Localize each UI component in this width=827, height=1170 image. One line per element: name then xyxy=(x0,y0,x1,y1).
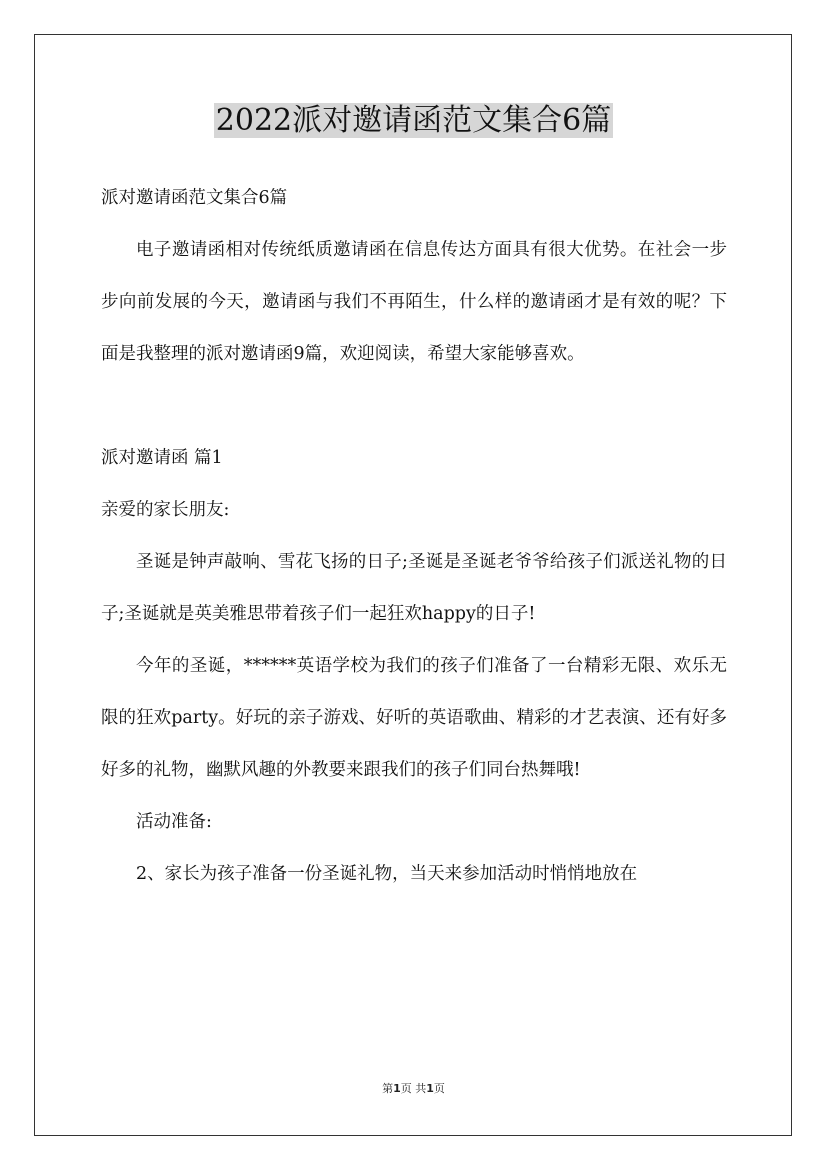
footer-total-pages: 1 xyxy=(426,1082,434,1095)
footer-suffix: 页 xyxy=(433,1082,445,1095)
paragraph: 派对邀请函 篇1 xyxy=(101,448,223,468)
paragraph: 2、家长为孩子准备一份圣诞礼物，当天来参加活动时悄悄地放在 xyxy=(136,864,638,884)
page-footer xyxy=(0,1080,827,1096)
paragraph: 派对邀请函范文集合6篇 xyxy=(101,188,288,208)
footer-current-page: 1 xyxy=(393,1082,401,1095)
document-title: 2022派对邀请函范文集合6篇 xyxy=(215,103,612,138)
document-body xyxy=(101,172,727,900)
footer-prefix: 第 xyxy=(382,1082,394,1095)
document-title-container xyxy=(0,101,827,141)
paragraph: 今年的圣诞，******英语学校为我们的孩子们准备了一台精彩无限、欢乐无限的狂欢party。好玩的亲子游戏、好听的英语歌曲、精彩的才艺表演、还有好多好多的礼物，幽默风趣的外教要来跟我们的孩子们同台热舞哦! xyxy=(101,656,727,780)
paragraph: 圣诞是钟声敲响、雪花飞扬的日子;圣诞是圣诞老爷爷给孩子们派送礼物的日子;圣诞就是英美雅思带着孩子们一起狂欢happy的日子! xyxy=(101,552,727,624)
footer-mid: 页 共 xyxy=(400,1082,427,1095)
paragraph-gap xyxy=(101,380,727,432)
paragraph: 亲爱的家长朋友: xyxy=(101,500,230,520)
paragraph: 电子邀请函相对传统纸质邀请函在信息传达方面具有很大优势。在社会一步步向前发展的今天，邀请函与我们不再陌生，什么样的邀请函才是有效的呢？下面是我整理的派对邀请函9篇，欢迎阅读，希望大家能够喜欢。 xyxy=(101,240,727,364)
paragraph: 活动准备: xyxy=(136,812,212,832)
